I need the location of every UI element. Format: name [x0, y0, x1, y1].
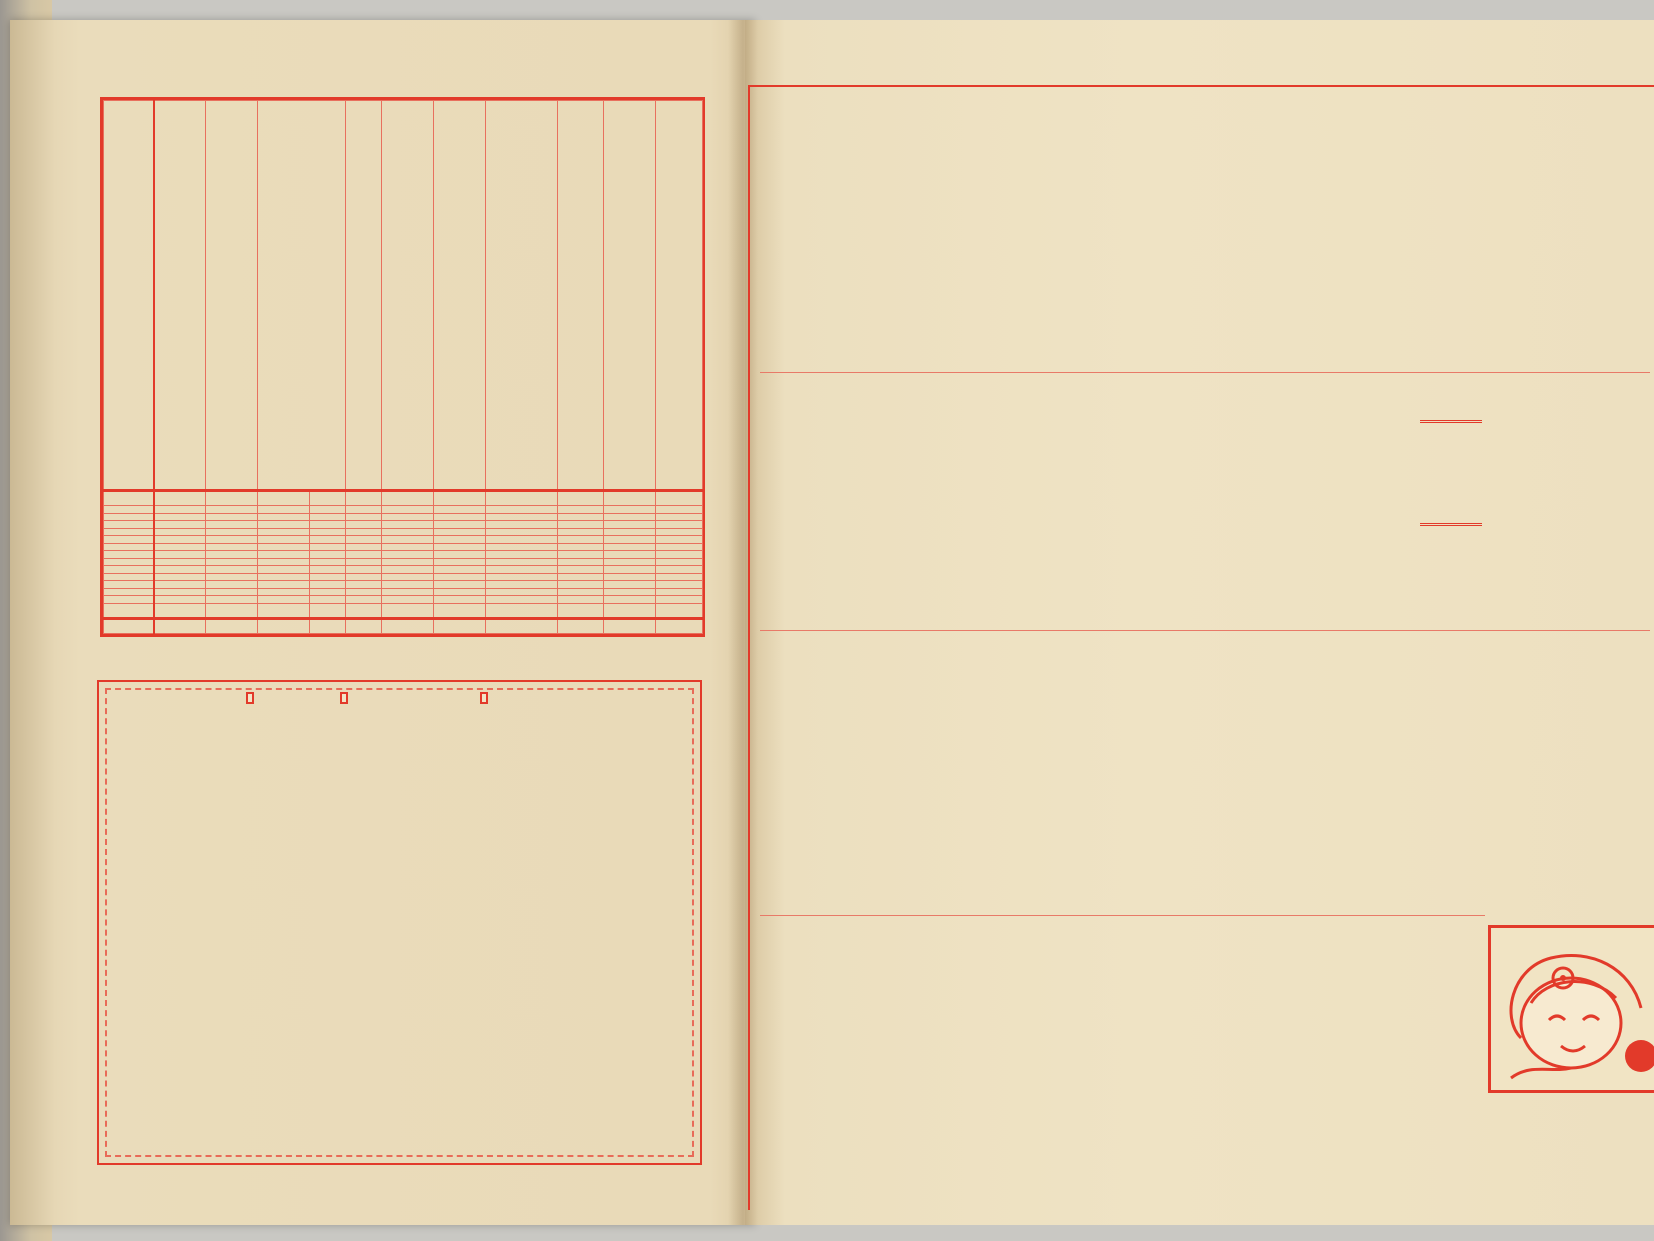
value-cell [382, 566, 434, 574]
value-cell [258, 513, 310, 521]
memo-intro [610, 692, 650, 1142]
recipe-heading [1392, 395, 1412, 505]
value-cell [346, 521, 382, 529]
value-cell [310, 543, 346, 551]
value-cell [154, 506, 206, 514]
value-cell [434, 536, 486, 544]
value-cell [346, 558, 382, 566]
table-row [104, 596, 703, 604]
memo-azuki [355, 692, 450, 1142]
value-cell [486, 506, 558, 514]
day-cell [104, 551, 154, 559]
value-cell [486, 536, 558, 544]
value-cell [346, 528, 382, 536]
value-cell [310, 536, 346, 544]
value-cell [206, 573, 258, 581]
recipe-heading [1082, 135, 1102, 255]
section-divider [760, 372, 1650, 373]
value-cell [604, 551, 656, 559]
value-cell [434, 528, 486, 536]
value-cell [656, 551, 703, 559]
recipe-heading [866, 135, 886, 255]
value-cell [486, 551, 558, 559]
value-cell [154, 573, 206, 581]
recipe-heading [1180, 645, 1200, 715]
value-cell [434, 513, 486, 521]
value-cell [604, 543, 656, 551]
day-cell [104, 536, 154, 544]
value-cell [558, 528, 604, 536]
table-row [104, 513, 703, 521]
value-cell [206, 521, 258, 529]
value-cell [558, 603, 604, 618]
value-cell [558, 536, 604, 544]
value-cell [434, 543, 486, 551]
value-cell [558, 506, 604, 514]
memo-ryoku [154, 692, 216, 1142]
value-cell [346, 513, 382, 521]
value-cell [656, 581, 703, 589]
day-cell [104, 588, 154, 596]
table-row [104, 551, 703, 559]
value-cell [558, 491, 604, 506]
value-cell [604, 596, 656, 604]
value-cell [656, 521, 703, 529]
value-cell [604, 536, 656, 544]
value-cell [486, 521, 558, 529]
value-cell [382, 588, 434, 596]
value-cell [154, 491, 206, 506]
value-cell [382, 551, 434, 559]
value-cell [558, 521, 604, 529]
day-cell [104, 603, 154, 618]
value-cell [154, 566, 206, 574]
value-cell [310, 596, 346, 604]
value-cell [434, 558, 486, 566]
value-cell [434, 566, 486, 574]
table-row [104, 491, 703, 506]
oyatsu-heading [1420, 420, 1482, 526]
day-cell [104, 528, 154, 536]
value-cell [206, 566, 258, 574]
table-header-row [104, 101, 703, 491]
value-cell [382, 596, 434, 604]
value-cell [258, 588, 310, 596]
value-cell [258, 603, 310, 618]
value-cell [486, 573, 558, 581]
value-cell [154, 603, 206, 618]
average-row [104, 618, 703, 633]
table-row [104, 558, 703, 566]
value-cell [604, 558, 656, 566]
recipe-heading [1190, 395, 1210, 535]
header-cell [258, 101, 346, 491]
average-cell [258, 618, 310, 633]
value-cell [154, 543, 206, 551]
value-cell [206, 491, 258, 506]
recipe-text [1390, 135, 1528, 365]
day-cell [104, 581, 154, 589]
header-cell [206, 101, 258, 491]
value-cell [604, 588, 656, 596]
average-cell [434, 618, 486, 633]
header-cell [656, 101, 703, 491]
section-divider [760, 630, 1650, 631]
value-cell [558, 551, 604, 559]
food-intake-table [100, 97, 705, 637]
recipe-text [765, 420, 863, 620]
value-cell [258, 536, 310, 544]
value-cell [382, 603, 434, 618]
header-cell [486, 101, 558, 491]
average-cell [154, 618, 206, 633]
value-cell [656, 573, 703, 581]
value-cell [486, 596, 558, 604]
value-cell [656, 566, 703, 574]
header-cell [604, 101, 656, 491]
value-cell [258, 596, 310, 604]
value-cell [310, 528, 346, 536]
average-cell [346, 618, 382, 633]
memo-eiyo [106, 692, 152, 1142]
value-cell [434, 506, 486, 514]
value-cell [310, 566, 346, 574]
value-cell [258, 506, 310, 514]
value-cell [206, 536, 258, 544]
table-row [104, 536, 703, 544]
value-cell [558, 596, 604, 604]
ryoku-label [246, 692, 254, 704]
value-cell [346, 543, 382, 551]
value-cell [558, 558, 604, 566]
value-cell [154, 581, 206, 589]
average-cell [656, 618, 703, 633]
value-cell [382, 573, 434, 581]
average-cell [310, 618, 346, 633]
memo-gohan [495, 692, 605, 1142]
day-cell [104, 566, 154, 574]
value-cell [604, 573, 656, 581]
recipe-heading [1452, 930, 1472, 1020]
value-cell [558, 573, 604, 581]
value-cell [656, 596, 703, 604]
day-cell [104, 521, 154, 529]
header-cell [104, 101, 154, 491]
table-row [104, 603, 703, 618]
value-cell [558, 566, 604, 574]
value-cell [310, 581, 346, 589]
table-row [104, 521, 703, 529]
value-cell [382, 513, 434, 521]
value-cell [382, 521, 434, 529]
value-cell [434, 581, 486, 589]
value-cell [434, 596, 486, 604]
value-cell [434, 573, 486, 581]
value-cell [206, 558, 258, 566]
value-cell [486, 491, 558, 506]
value-cell [604, 521, 656, 529]
recipe-heading [1530, 135, 1550, 285]
girl-illustration [1488, 925, 1654, 1093]
value-cell [656, 506, 703, 514]
value-cell [382, 581, 434, 589]
value-cell [310, 491, 346, 506]
value-cell [310, 551, 346, 559]
girl-face-icon [1491, 928, 1654, 1090]
table-row [104, 573, 703, 581]
value-cell [206, 588, 258, 596]
recipe-text [1008, 395, 1186, 620]
value-cell [346, 581, 382, 589]
azuki-label [480, 692, 488, 704]
value-cell [206, 596, 258, 604]
value-cell [258, 558, 310, 566]
value-cell [206, 581, 258, 589]
table-row [104, 566, 703, 574]
value-cell [434, 588, 486, 596]
value-cell [154, 588, 206, 596]
value-cell [434, 551, 486, 559]
value-cell [656, 603, 703, 618]
value-cell [258, 528, 310, 536]
value-cell [346, 603, 382, 618]
value-cell [310, 573, 346, 581]
value-cell [346, 506, 382, 514]
value-cell [558, 588, 604, 596]
value-cell [382, 543, 434, 551]
value-cell [206, 551, 258, 559]
value-cell [382, 536, 434, 544]
header-cell [558, 101, 604, 491]
recipe-text [1228, 395, 1388, 620]
value-cell [604, 528, 656, 536]
header-cell [382, 101, 434, 491]
day-cell [104, 506, 154, 514]
recipe-text [1205, 645, 1475, 910]
value-cell [486, 566, 558, 574]
value-cell [310, 588, 346, 596]
value-cell [154, 596, 206, 604]
value-cell [486, 588, 558, 596]
value-cell [434, 521, 486, 529]
value-cell [310, 603, 346, 618]
average-cell [206, 618, 258, 633]
value-cell [258, 573, 310, 581]
recipe-text [760, 930, 1448, 1195]
average-cell [486, 618, 558, 633]
value-cell [382, 491, 434, 506]
value-cell [558, 581, 604, 589]
recipe-heading [1478, 645, 1498, 785]
recipe-text [1105, 135, 1363, 365]
value-cell [604, 506, 656, 514]
recipe-text [1555, 385, 1650, 615]
recipe-text [1554, 95, 1654, 365]
memo-box [97, 680, 702, 1165]
value-cell [382, 506, 434, 514]
value-cell [656, 588, 703, 596]
day-cell [104, 513, 154, 521]
value-cell [346, 573, 382, 581]
value-cell [154, 521, 206, 529]
average-cell [604, 618, 656, 633]
value-cell [258, 521, 310, 529]
value-cell [486, 558, 558, 566]
value-cell [346, 491, 382, 506]
value-cell [486, 528, 558, 536]
value-cell [604, 566, 656, 574]
table-row [104, 588, 703, 596]
average-label [104, 618, 154, 633]
goma-label [340, 692, 348, 704]
value-cell [258, 543, 310, 551]
value-cell [346, 551, 382, 559]
value-cell [206, 528, 258, 536]
value-cell [486, 581, 558, 589]
value-cell [434, 491, 486, 506]
value-cell [656, 558, 703, 566]
recipe-heading [1366, 135, 1386, 215]
day-cell [104, 558, 154, 566]
value-cell [486, 543, 558, 551]
recipe-text [905, 135, 1077, 365]
value-cell [486, 513, 558, 521]
recipe-text [760, 150, 864, 365]
average-cell [558, 618, 604, 633]
value-cell [206, 513, 258, 521]
value-cell [310, 558, 346, 566]
value-cell [258, 491, 310, 506]
recipe-text [760, 645, 1176, 910]
value-cell [382, 558, 434, 566]
value-cell [154, 551, 206, 559]
value-cell [258, 551, 310, 559]
value-cell [656, 543, 703, 551]
value-cell [604, 603, 656, 618]
value-cell [206, 543, 258, 551]
value-cell [604, 513, 656, 521]
table-row [104, 528, 703, 536]
value-cell [154, 513, 206, 521]
value-cell [154, 558, 206, 566]
value-cell [558, 513, 604, 521]
table-body [104, 491, 703, 619]
value-cell [154, 528, 206, 536]
value-cell [656, 513, 703, 521]
header-cell [154, 101, 206, 491]
value-cell [346, 596, 382, 604]
header-cell [434, 101, 486, 491]
value-cell [310, 513, 346, 521]
value-cell [206, 506, 258, 514]
day-cell [104, 491, 154, 506]
day-cell [104, 596, 154, 604]
value-cell [382, 528, 434, 536]
value-cell [346, 536, 382, 544]
recipe-heading [866, 395, 886, 505]
memo-goma [260, 692, 310, 1142]
value-cell [346, 588, 382, 596]
value-cell [656, 536, 703, 544]
value-cell [604, 581, 656, 589]
header-cell [346, 101, 382, 491]
value-cell [604, 491, 656, 506]
table-row [104, 543, 703, 551]
table-row [104, 581, 703, 589]
value-cell [258, 581, 310, 589]
value-cell [346, 566, 382, 574]
value-cell [154, 536, 206, 544]
value-cell [310, 506, 346, 514]
day-cell [104, 573, 154, 581]
recipe-text [1555, 645, 1650, 915]
value-cell [656, 491, 703, 506]
section-divider [760, 915, 1485, 916]
value-cell [656, 528, 703, 536]
value-cell [258, 566, 310, 574]
value-cell [434, 603, 486, 618]
day-cell [104, 543, 154, 551]
value-cell [558, 543, 604, 551]
value-cell [310, 521, 346, 529]
value-cell [206, 603, 258, 618]
average-cell [382, 618, 434, 633]
value-cell [486, 603, 558, 618]
table-row [104, 506, 703, 514]
